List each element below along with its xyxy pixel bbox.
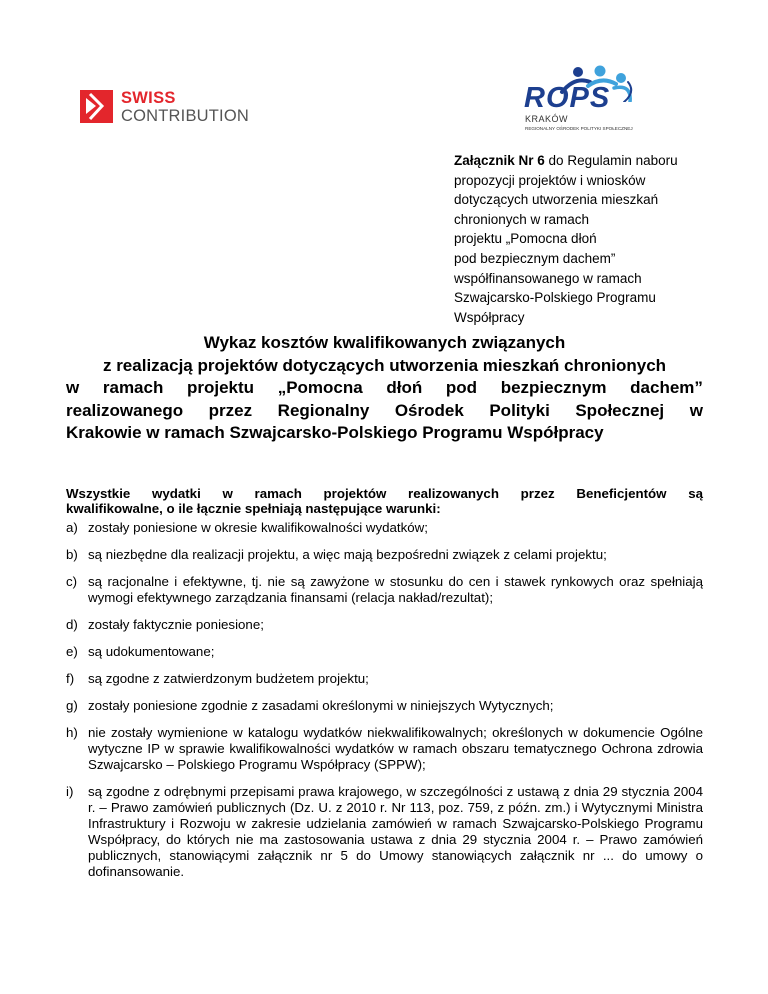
annex-number: Załącznik Nr 6	[454, 153, 545, 168]
rops-logo	[520, 62, 670, 142]
annex-line-6: pod bezpiecznym dachem”	[454, 250, 616, 266]
document-title	[66, 332, 703, 445]
list-item: a) zostały poniesione w okresie kwalifikowalności wydatków;	[66, 520, 428, 535]
rops-subtitle-text: REGIONALNY OŚRODEK POLITYKI SPOŁECZNEJ	[525, 126, 633, 131]
annex-line-1: Załącznik Nr 6 do Regulamin naboru	[454, 153, 678, 168]
title-line-5: Krakowie w ramach Szwajcarsko-Polskiego Programu Współpracy	[66, 423, 604, 442]
list-item: b) są niezbędne dla realizacji projektu, a więc mają bezpośredni związek z celami projektu;	[66, 547, 607, 562]
annex-line-7: współfinansowanego w ramach	[454, 270, 642, 286]
annex-note	[454, 151, 714, 327]
intro-line-2: kwalifikowalne, o ile łącznie spełniają następujące warunki:	[66, 501, 441, 516]
annex-line-3: dotyczących utworzenia mieszkań	[454, 192, 659, 208]
swiss-contribution-logo	[80, 90, 280, 130]
swiss-logo-text: SWISS	[121, 89, 176, 107]
title-line-4: realizowanego przez Regionalny Ośrodek Polityki Społecznej w	[66, 400, 703, 420]
list-item: d) zostały faktycznie poniesione;	[66, 617, 264, 632]
intro-line-1: Wszystkie wydatki w ramach projektów realizowanych przez Beneficjentów są	[66, 486, 703, 501]
list-item: c) są racjonalne i efektywne, tj. nie są zawyżone w stosunku do cen i stawek rynkowych oraz spełniają wymogi efektywnego zarządzania finansami (relacja nakład/rezultat);	[66, 574, 703, 605]
list-item: i) są zgodne z odrębnymi przepisami prawa krajowego, w szczególności z ustawą z dnia 29 stycznia 2004 r. – Prawo zamówień publicznych (Dz. U. z 2010 r. Nr 113, poz. 759, z późn. zm.) i Wytycznymi Ministra Infrastruktury i Rozwoju w zakresie udzielania zamówień w ramach Szwajcarsko-Polskiego Programu Współpracy, do których nie ma zastosowania ustawa z dnia 29 stycznia 2004 r. – Prawo zamówień publicznych, stanowiącymi załącznik nr 5 do Umowy stanowiących załącznik nr ... do umowy o dofinansowanie.	[66, 784, 703, 879]
annex-line-9: Współpracy	[454, 309, 525, 325]
annex-line-5: projektu „Pomocna dłoń	[454, 231, 597, 247]
list-item: e) są udokumentowane;	[66, 644, 215, 659]
title-line-3: w ramach projektu „Pomocna dłoń pod bezpiecznym dachem”	[66, 378, 703, 397]
title-line-2: z realizacją projektów dotyczących utworzenia mieszkań chronionych	[102, 355, 667, 375]
conditions-list	[66, 520, 703, 891]
rops-logo-text: ROPS	[524, 82, 611, 114]
conditions-intro	[66, 486, 703, 516]
list-item: h) nie zostały wymienione w katalogu wydatków niekwalifikowalnych; określonych w dokumencie Ogólne wytyczne IP w sprawie kwalifikowalności wydatków w ramach obszaru tematycznego Ochrona zdrowia Szwajcarsko – Polskiego Programu Współpracy (SPPW);	[66, 725, 703, 772]
list-item: f) są zgodne z zatwierdzonym budżetem projektu;	[66, 671, 369, 686]
contribution-logo-text: CONTRIBUTION	[121, 107, 249, 125]
rops-city-text: KRAKÓW	[525, 114, 569, 124]
annex-line-4: chronionych w ramach	[454, 211, 590, 227]
annex-line-8: Szwajcarsko-Polskiego Programu	[454, 290, 656, 306]
annex-line-2: propozycji projektów i wniosków	[454, 172, 646, 188]
list-item: g) zostały poniesione zgodnie z zasadami określonymi w niniejszych Wytycznych;	[66, 698, 554, 713]
swiss-cross-icon	[80, 90, 113, 123]
title-line-1: Wykaz kosztów kwalifikowanych związanych	[203, 333, 566, 352]
